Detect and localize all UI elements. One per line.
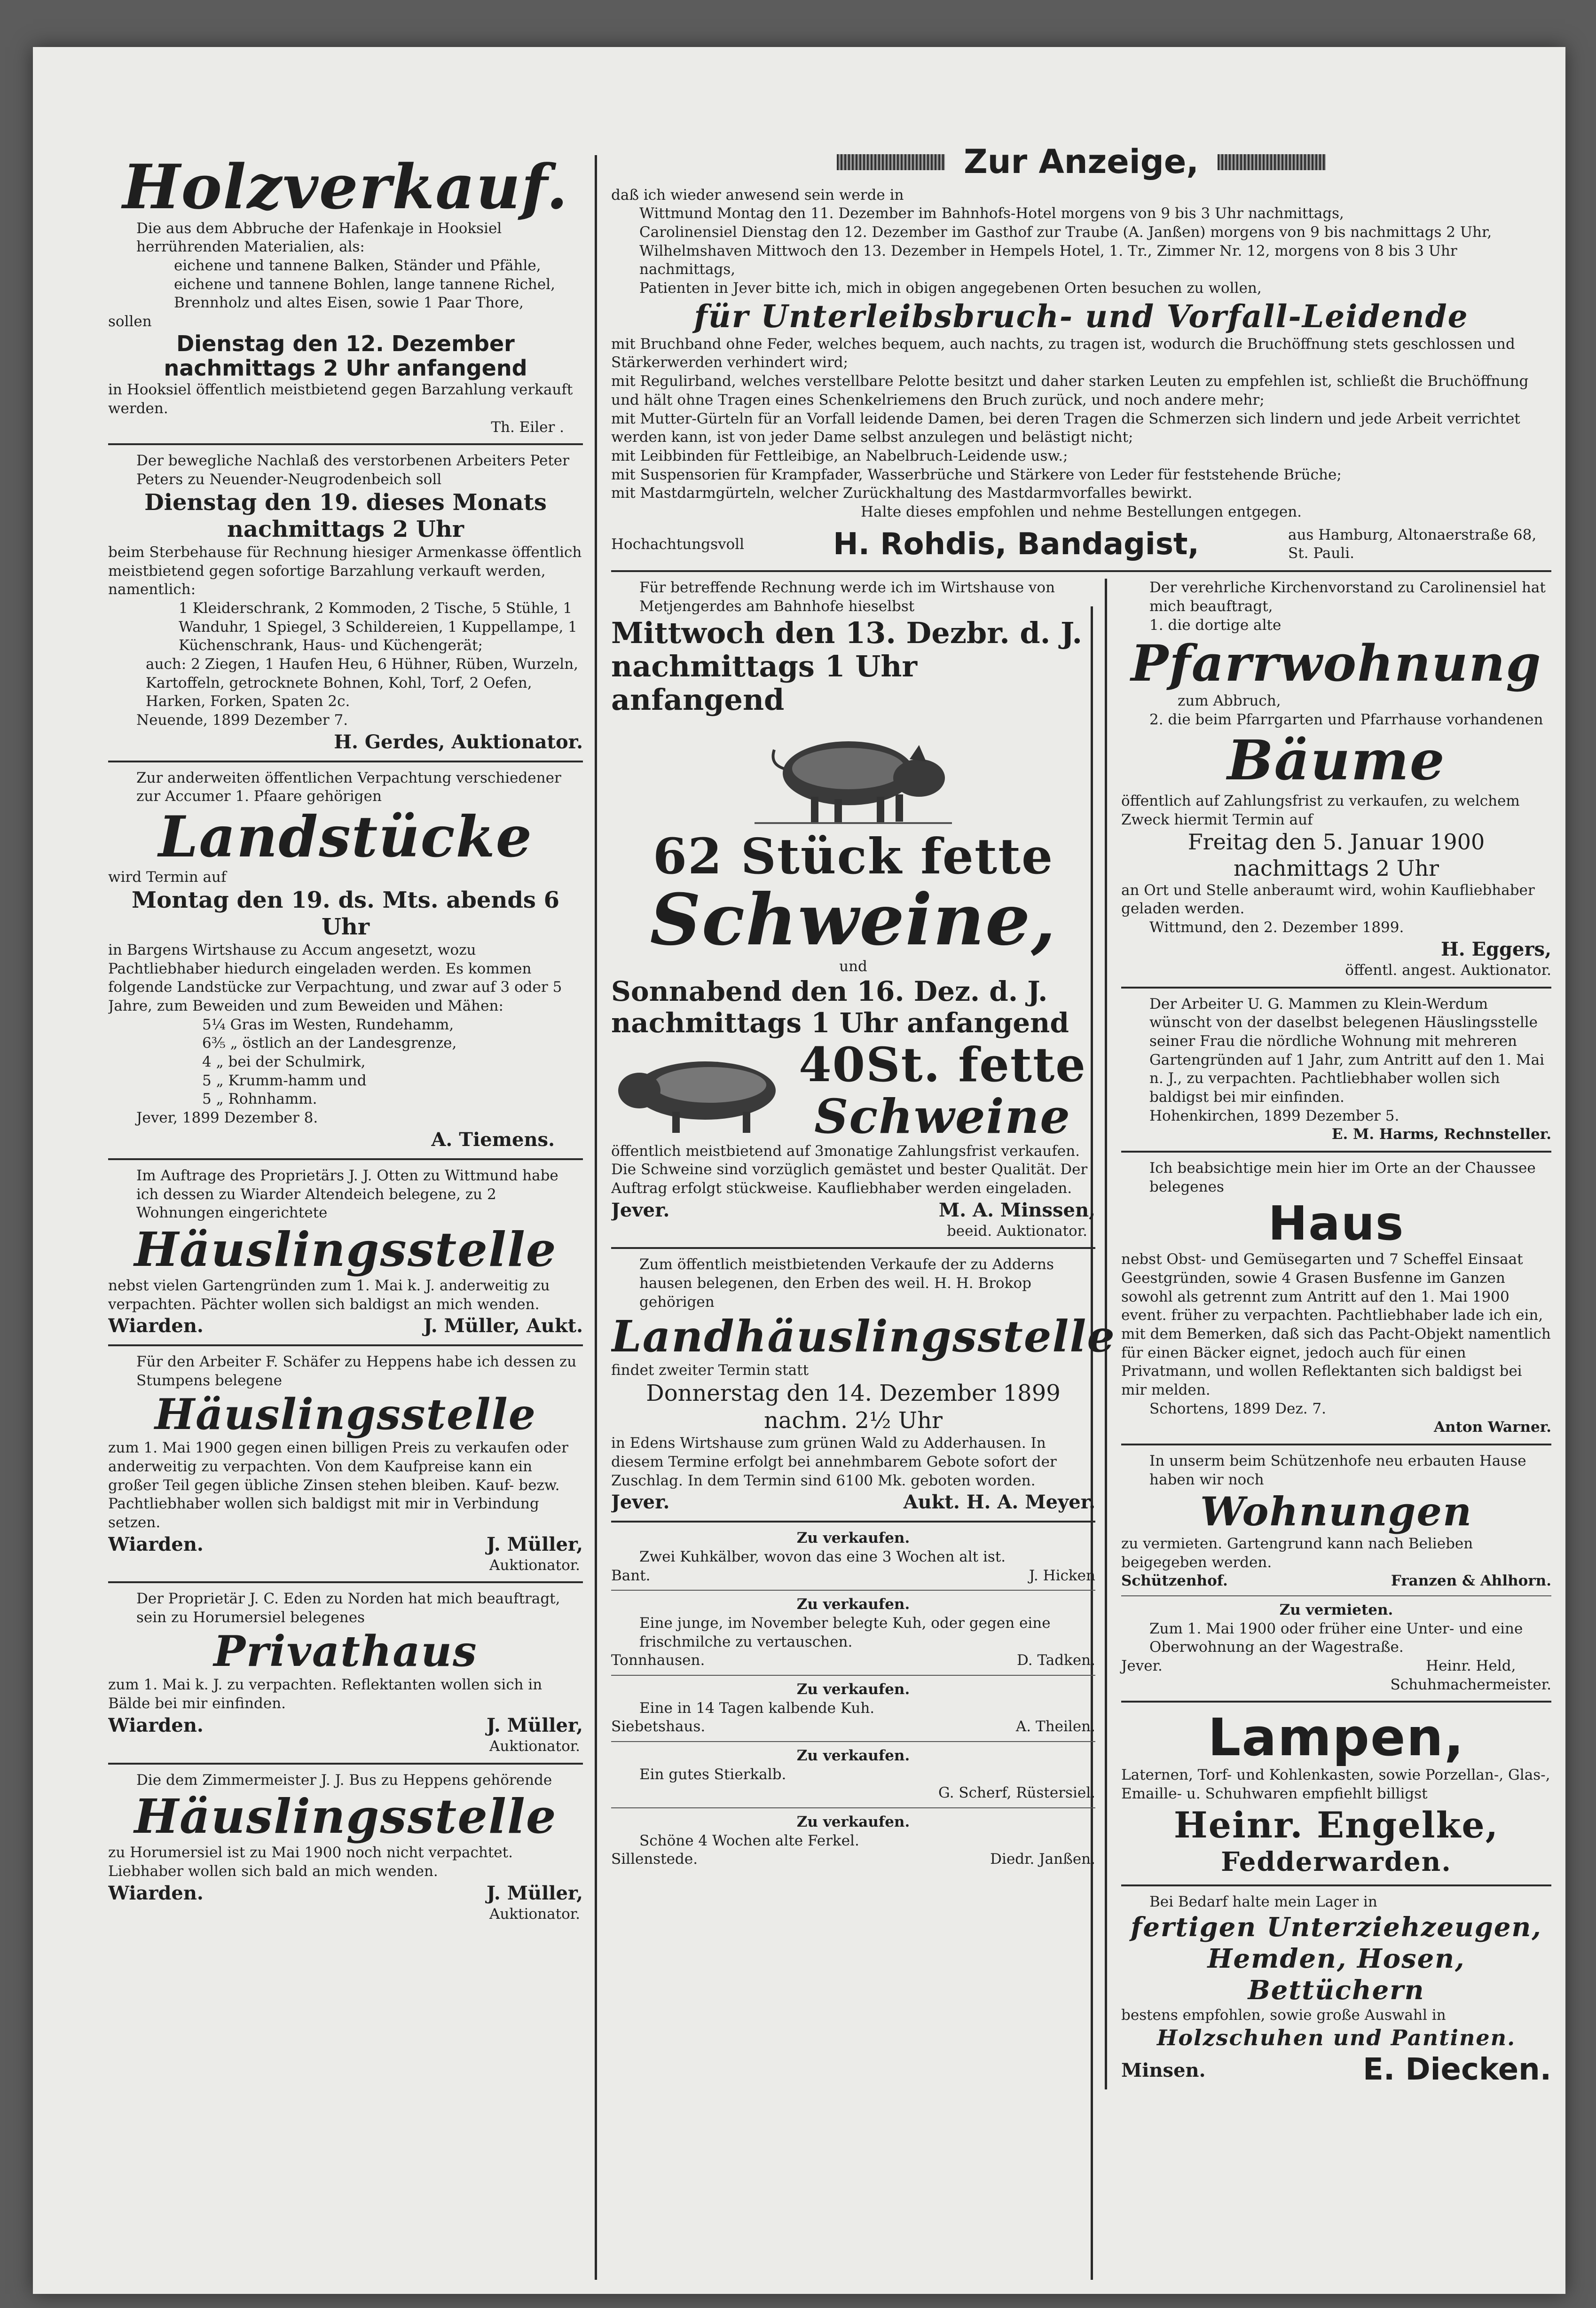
ad-small-2 — [611, 1595, 1095, 1670]
ad-landhaeuslingsstelle — [611, 1256, 1116, 1514]
ad-signature: H. Gerdes, Auktionator. — [334, 730, 583, 753]
ad-signature: Heinr. Held, — [1426, 1657, 1516, 1675]
ad-signature: E. Diecken. — [1363, 2052, 1551, 2088]
ad-text: wird Termin auf — [108, 869, 227, 886]
ad-text: daß ich wieder anwesend sein werde in — [611, 186, 904, 204]
ad-dateline: Hohenkirchen, 1899 Dezember 5. — [1149, 1107, 1399, 1124]
ad-text: in Bargens Wirtshause zu Accum angesetzt, wozu Pachtliebhaber hiedurch eingeladen werden. Es kommen folgende Landstücke zur Verpachtung, und zwar auf 3 oder 5 Jahre, zum Beweiden und zum Beweiden und Mähen: — [108, 941, 562, 1014]
ad-head: Zu verkaufen. — [796, 1813, 910, 1831]
ad-small-4 — [611, 1747, 1095, 1803]
ad-small-1 — [611, 1529, 1095, 1585]
ad-head: Zu vermieten. — [1279, 1601, 1393, 1619]
ad-signature: M. A. Minssen, — [938, 1199, 1095, 1221]
ad-title: Landstücke — [158, 804, 533, 871]
divider — [1121, 987, 1551, 989]
ad-title: 40St. fette — [799, 1036, 1086, 1092]
ad-text: nebst vielen Gartengründen zum 1. Mai k. J. anderweitig zu verpachten. Pächter wollen sich baldigst an mich wenden. — [108, 1277, 550, 1313]
ad-title: Häuslingsstelle — [134, 1789, 557, 1845]
ad-text: beim Sterbehause für Rechnung hiesiger Armenkasse öffentlich meistbietend gegen sofortige Barzahlung verkauft werden, namentlich: — [108, 543, 582, 598]
ad-signature: J. Müller, — [487, 1533, 583, 1555]
sub-columns — [611, 579, 1551, 2089]
ad-date: Sonnabend den 16. Dez. d. J. nachmittags 1 Uhr anfangend — [611, 975, 1069, 1039]
ad-head: Zu verkaufen. — [796, 1596, 910, 1613]
ad-dateline: Jever, 1899 Dezember 8. — [136, 1109, 318, 1127]
ad-date: Freitag den 5. Januar 1900 nachmittags 2 Uhr — [1187, 829, 1485, 881]
right-area — [611, 141, 1551, 2275]
ad-signature: D. Tadken. — [1016, 1652, 1095, 1669]
ad-text: Der bewegliche Nachlaß des verstorbenen Arbeiters Peter Peters zu Neuender-Neugrodenbeich soll — [136, 452, 569, 488]
ad-role: Auktionator. — [489, 1905, 581, 1923]
ad-haus — [1121, 1159, 1551, 1437]
ad-place: Wiarden. — [108, 1714, 204, 1736]
divider — [611, 1741, 1095, 1742]
ad-line: mit Mutter-Gürteln für an Vorfall leidende Damen, bei deren Tragen die Schmerzen sich lindern und jede Arbeit verrichtet werden kann, ist von jeder Dame selbst anzulegen und belästigt nicht; — [611, 410, 1520, 446]
ad-signature: J. Hicken — [1029, 1567, 1095, 1584]
ad-place: Fedderwarden. — [1221, 1846, 1452, 1877]
ad-place: Sillenstede. — [611, 1851, 698, 1868]
ad-title: Zur Anzeige, — [964, 142, 1199, 181]
middle-column — [611, 579, 1116, 2089]
ad-text: zum Abbruch, — [1178, 692, 1281, 710]
ad-place: Siebetshaus. — [611, 1718, 706, 1735]
ad-signature: E. M. Harms, Rechnsteller. — [1331, 1126, 1551, 1143]
ad-small-5 — [611, 1813, 1095, 1869]
ad-dateline: Neuende, 1899 Dezember 7. — [136, 711, 348, 729]
ad-title: fertigen Unterziehzeugen, Hemden, Hosen, Bettüchern — [1131, 1911, 1542, 2006]
land-list — [108, 1016, 583, 1109]
ad-pig-row — [611, 1036, 1095, 1144]
pig-illustration — [755, 722, 952, 825]
ad-text: Der Arbeiter U. G. Mammen zu Klein-Werdum wünscht von der daselbst belegenen Häuslingsstelle seiner Frau die nördliche Wohnung mit mehreren Gartengründen auf 1 Jahr, zum Antritt auf den 1. Mai n. J., zu verpachten. Pachtliebhaber wollen sich baldigst bei mir einfinden. — [1149, 995, 1544, 1106]
ad-text: 1 Kleiderschrank, 2 Kommoden, 2 Tische, 5 Stühle, 1 Wanduhr, 1 Spiegel, 3 Schildereien, 1 Kuppellampe, 1 Küchenschrank, Haus- und Küchengerät; — [179, 599, 577, 654]
ad-text: Halte dieses empfohlen und nehme Bestellungen entgegen. — [860, 503, 1302, 520]
ad-date: Donnerstag den 14. Dezember 1899 nachm. 2½ Uhr — [646, 1380, 1061, 1434]
ad-head: Zu verkaufen. — [796, 1747, 910, 1765]
ad-signature: Heinr. Engelke, — [1173, 1804, 1499, 1846]
divider — [611, 570, 1551, 572]
ad-place: Wiarden. — [108, 1882, 204, 1904]
ad-landstuecke — [108, 769, 583, 1152]
ad-privathaus — [108, 1590, 583, 1756]
newspaper-page — [33, 47, 1565, 2294]
ad-date: Dienstag den 12. Dezember nachmittags 2 Uhr anfangend — [164, 330, 527, 381]
ad-harms — [1121, 995, 1551, 1144]
ad-place: Bant. — [611, 1567, 651, 1584]
ad-signature: A. Theilen. — [1015, 1718, 1095, 1735]
ad-line: Wittmund Montag den 11. Dezember im Bahnhofs-Hotel morgens von 9 bis 3 Uhr nachmittags, — [639, 205, 1344, 222]
ad-text: findet zweiter Termin statt — [611, 1362, 809, 1379]
divider — [108, 1344, 583, 1346]
ad-title: Schweine — [814, 1088, 1071, 1144]
ad-role: beeid. Auktionator. — [946, 1222, 1087, 1240]
ad-footer — [611, 526, 1551, 564]
ad-line: mit Bruchband ohne Feder, welches bequem, auch nachts, zu tragen ist, wodurch die Bruchöffnung stets geschlossen und Stärkerwerden verhindert wird; — [611, 335, 1515, 371]
ad-role: Schuhmachermeister. — [1390, 1676, 1551, 1693]
ad-pfarrwohnung — [1121, 579, 1551, 980]
ad-text: zu Horumersiel ist zu Mai 1900 noch nicht verpachtet. Liebhaber wollen sich bald an mich wenden. — [108, 1844, 513, 1880]
divider — [1121, 1884, 1551, 1886]
list-item: 5 „ Rohnhamm. — [202, 1091, 317, 1108]
ad-signature: H. Eggers, — [1440, 938, 1551, 960]
ad-date: Montag den 19. ds. Mts. abends 6 Uhr — [131, 887, 560, 941]
ad-signature: Aukt. H. A. Meyer. — [903, 1491, 1095, 1514]
list-item: 5 „ Krumm-hamm und — [202, 1072, 367, 1089]
ad-title: Lampen, — [1208, 1707, 1465, 1768]
ad-text: Ein gutes Stierkalb. — [639, 1766, 786, 1783]
divider — [1121, 1701, 1551, 1703]
list-item: 4 „ bei der Schulmirk, — [202, 1053, 366, 1070]
divider — [1121, 1151, 1551, 1153]
ad-text: auch: 2 Ziegen, 1 Haufen Heu, 6 Hühner, Rüben, Wurzeln, Kartoffeln, getrocknete Bohnen, Kohl, Torf, 2 Oefen, Harken, Forken, Spaten 2c. — [146, 655, 579, 710]
ad-title: Häuslingsstelle — [154, 1389, 536, 1439]
ad-footer — [108, 1881, 583, 1924]
ad-title: Wohnungen — [1200, 1488, 1473, 1535]
pig-illustration — [611, 1044, 790, 1138]
ad-text: zum 1. Mai k. J. zu verpachten. Reflektanten wollen sich in Bälde bei mir einfinden. — [108, 1676, 542, 1712]
ad-address: aus Hamburg, Altonaerstraße 68, St. Pauli. — [1288, 526, 1537, 562]
ad-place: Jever. — [1121, 1657, 1163, 1675]
ad-zur-anzeige — [611, 141, 1551, 564]
ad-title: Bäume — [1227, 728, 1446, 793]
ad-signature: G. Scherf, Rüstersiel. — [938, 1784, 1095, 1802]
ad-text: In unserm beim Schützenhofe neu erbauten Hause haben wir noch — [1149, 1452, 1526, 1488]
ad-place: Jever. — [611, 1491, 670, 1514]
ad-place: Wiarden. — [108, 1533, 204, 1555]
ad-text: 2. die beim Pfarrgarten und Pfarrhause vorhandenen — [1149, 711, 1543, 729]
ad-line: mit Suspensorien für Krampfader, Wasserbrüche und Stärkere von Leder für feststehende Brüche; — [611, 466, 1342, 483]
ad-footer — [108, 1532, 583, 1575]
ad-text: Hochachtungsvoll — [611, 535, 744, 553]
ad-haeuslingsstelle-3 — [108, 1771, 583, 1924]
ad-holzverkauf — [108, 155, 583, 437]
divider — [611, 1521, 1095, 1523]
list-item: 5¼ Gras im Westen, Rundehamm, — [202, 1016, 454, 1033]
ad-signature: J. Müller, — [487, 1882, 583, 1904]
ad-text: Für den Arbeiter F. Schäfer zu Heppens habe ich dessen zu Stumpens belegene — [136, 1353, 577, 1390]
ad-title: Holzschuhen und Pantinen. — [1156, 2025, 1516, 2051]
ad-small-3 — [611, 1680, 1095, 1736]
ad-signature: H. Rohdis, Bandagist, — [833, 526, 1199, 562]
ad-place: Schützenhof. — [1121, 1572, 1228, 1590]
ad-text: Ich beabsichtige mein hier im Orte an der Chaussee belegenes — [1149, 1160, 1536, 1195]
ad-text: öffentlich meistbietend auf 3monatige Zahlungsfrist verkaufen. Die Schweine sind vorzüglich gemästet und bester Qualität. Der Auftrag erfolgt stückweise. Kaufliebhaber werden eingeladen. — [611, 1142, 1088, 1197]
ad-text: und — [839, 958, 867, 975]
ad-title: Häuslingsstelle — [134, 1221, 557, 1277]
ad-role: öffentl. angest. Auktionator. — [1345, 962, 1551, 979]
ad-text: in Hooksiel öffentlich meistbietend gegen Barzahlung verkauft werden. — [108, 381, 573, 417]
list-item: 6⅗ „ östlich an der Landesgrenze, — [202, 1035, 457, 1052]
ad-lampen — [1121, 1709, 1551, 1878]
ad-title: Haus — [1268, 1196, 1405, 1251]
ad-title: 62 Stück fette — [653, 827, 1054, 885]
ad-date: Mittwoch den 13. Dezbr. d. J. nachmittags 1 Uhr anfangend — [611, 615, 1083, 717]
ad-text: nebst Obst- und Gemüsegarten und 7 Scheffel Einsaat Geestgründen, sowie 4 Grasen Busfenne im Ganzen sowohl als getrennt zum Antritt auf den 1. Mai 1900 event. früher zu verpachten. Pachtliebhaber lade ich ein, mit dem Bemerken, daß sich das Pacht-Objekt namentlich für einen Bäcker eignet, jedoch auch für einen Privatmann, und wollen Reflektanten sich baldigst bei mir melden. — [1121, 1251, 1551, 1399]
right-column — [1107, 579, 1551, 2089]
ad-text: Der Proprietär J. C. Eden zu Norden hat mich beauftragt, sein zu Horumersiel belegenes — [136, 1590, 560, 1626]
ad-title: Holzverkauf. — [122, 155, 569, 223]
ad-text: Der verehrliche Kirchenvorstand zu Carolinensiel hat mich beauftragt, — [1149, 579, 1546, 615]
ad-text: Im Auftrage des Proprietärs J. J. Otten zu Wittmund habe ich dessen zu Wiarder Altendeich belegene, zu 2 Wohnungen eingerichtete — [136, 1167, 558, 1222]
ad-title: Privathaus — [213, 1626, 478, 1676]
ad-head: Zu verkaufen. — [796, 1530, 910, 1547]
ad-line: Patienten in Jever bitte ich, mich in obigen angegebenen Orten besuchen zu wollen, — [639, 279, 1262, 297]
ad-signature: Franzen & Ahlhorn. — [1391, 1572, 1551, 1590]
decorative-bar — [1218, 154, 1326, 170]
ad-line: Wilhelmshaven Mittwoch den 13. Dezember in Hempels Hotel, 1. Tr., Zimmer Nr. 12, morgens von 8 bis 3 Uhr nachmittags, — [639, 242, 1457, 278]
ad-nachlass — [108, 452, 583, 754]
ad-text: Zur anderweiten öffentlichen Verpachtung verschiedener zur Accumer 1. Pfaare gehörigen — [136, 769, 561, 805]
ad-text: in Edens Wirtshause zum grünen Wald zu Adderhausen. In diesem Termine erfolgt bei annehmbarem Gebote sofort der Zuschlag. In dem Termin sind 6100 Mk. geboten worden. — [611, 1435, 1057, 1489]
divider — [611, 1675, 1095, 1676]
ad-line: mit Mastdarmgürteln, welcher Zurückhaltung des Mastdarmvorfalles bewirkt. — [611, 485, 1193, 502]
ad-head: Zu verkaufen. — [796, 1681, 910, 1698]
ad-text: Eine in 14 Tagen kalbende Kuh. — [639, 1699, 875, 1717]
ad-line: mit Regulirband, welches verstellbare Pelotte besitzt und daher starken Leuten zu empfehlen ist, schließt die Bruchöffnung und hält ohne Tragen eines Schenkelriemens den Bruch zurück, und noch andere mehr; — [611, 373, 1529, 408]
ad-text: zum 1. Mai 1900 gegen einen billigen Preis zu verkaufen oder anderweitig zu verpachten. Von dem Kaufpreise kann ein großer Teil gegen übliche Zinsen stehen bleiben. Kauf- bezw. Pachtliebhaber wollen sich baldigst mit mir in Verbindung setzen. — [108, 1439, 568, 1531]
ad-title: Schweine, — [650, 879, 1057, 962]
divider — [611, 1590, 1095, 1591]
ad-vermieten — [1121, 1601, 1551, 1694]
ad-text: an Ort und Stelle anberaumt wird, wohin Kaufliebhaber geladen werden. — [1121, 881, 1535, 918]
ad-haeuslingsstelle-2 — [108, 1353, 583, 1575]
ad-text: Zum 1. Mai 1900 oder früher eine Unter- und eine Oberwohnung an der Wagestraße. — [1149, 1620, 1523, 1656]
divider — [108, 443, 583, 445]
ad-place: Wiarden. — [108, 1315, 204, 1337]
ad-role: Auktionator. — [489, 1737, 581, 1755]
ad-signature: Diedr. Janßen. — [990, 1851, 1095, 1868]
ad-schweine — [611, 579, 1095, 1240]
column-rule — [595, 155, 597, 2280]
divider — [108, 1763, 583, 1765]
ad-text: Die dem Zimmermeister J. J. Bus zu Heppens gehörende — [136, 1771, 552, 1789]
ad-text: Für betreffende Rechnung werde ich im Wirtshause von Metjengerdes am Bahnhofe hieselbst — [639, 579, 1055, 615]
ad-headline: für Unterleibsbruch- und Vorfall-Leidende — [694, 298, 1469, 335]
divider — [1121, 1595, 1551, 1596]
divider — [611, 1807, 1095, 1808]
ad-footer — [611, 1198, 1095, 1241]
decorative-bar — [837, 154, 945, 170]
ad-line: Carolinensiel Dienstag den 12. Dezember im Gasthof zur Traube (A. Janßen) morgens von 9 bis nachmittags 2 Uhr, — [639, 223, 1492, 241]
ad-title: Pfarrwohnung — [1131, 634, 1542, 693]
ad-signature: Th. Eiler . — [491, 418, 564, 436]
ad-text: Die aus dem Abbruche der Hafenkaje in Hooksiel herrührenden Materialien, als: — [136, 220, 502, 256]
ad-text: Bei Bedarf halte mein Lager in — [1149, 1893, 1377, 1911]
ad-place: Jever. — [611, 1199, 670, 1221]
ad-dateline: Wittmund, den 2. Dezember 1899. — [1149, 919, 1404, 936]
ad-text: 1. die dortige alte — [1149, 616, 1282, 634]
ad-haeuslingsstelle-1 — [108, 1167, 583, 1338]
divider — [108, 1158, 583, 1160]
ad-signature: A. Tiemens. — [431, 1128, 555, 1151]
ad-text: Schöne 4 Wochen alte Ferkel. — [639, 1832, 859, 1849]
ad-text: Eine junge, im November belegte Kuh, oder gegen eine frischmilche zu vertauschen. — [639, 1615, 1051, 1650]
ad-place: Minsen. — [1121, 2059, 1206, 2081]
ad-text: Zwei Kuhkälber, wovon das eine 3 Wochen alt ist. — [639, 1548, 1006, 1566]
ad-text: Zum öffentlich meistbietenden Verkaufe der zu Adderns hausen belegenen, den Erben des weil. H. H. Brokop gehörigen — [639, 1256, 1054, 1311]
ad-footer — [108, 1314, 583, 1338]
divider — [611, 1247, 1095, 1249]
ad-text: zu vermieten. Gartengrund kann nach Belieben beigegeben werden. — [1121, 1535, 1473, 1571]
ad-signature: Anton Warner. — [1434, 1419, 1551, 1436]
ad-text: bestens empfohlen, sowie große Auswahl in — [1121, 2007, 1446, 2024]
ad-text: sollen — [108, 313, 152, 330]
ad-footer — [108, 1713, 583, 1756]
ad-place: Tonnhausen. — [611, 1652, 705, 1669]
ad-signature: J. Müller, — [487, 1714, 583, 1736]
divider — [1121, 1444, 1551, 1445]
divider — [108, 761, 583, 762]
ad-date: Dienstag den 19. dieses Monats nachmittags 2 Uhr — [144, 489, 547, 543]
ad-text: eichene und tannene Balken, Ständer und Pfähle, eichene und tannene Bohlen, lange tannene Richel, Brennholz und altes Eisen, sowie 1 Paar Thore, — [174, 257, 555, 312]
ad-title: Landhäuslingsstelle — [611, 1311, 1116, 1362]
divider — [108, 1581, 583, 1583]
ad-footer — [611, 1490, 1095, 1514]
ad-header — [611, 141, 1551, 183]
left-column — [108, 155, 583, 2275]
ad-wohnungen — [1121, 1452, 1551, 1591]
ad-diecken — [1121, 1893, 1551, 2089]
ad-text: Laternen, Torf- und Kohlenkasten, sowie Porzellan-, Glas-, Emaille- u. Schuhwaren empfiehlt billigst — [1121, 1766, 1550, 1803]
ad-line: mit Leibbinden für Fettleibige, an Nabelbruch-Leidende usw.; — [611, 447, 1068, 464]
ad-signature: J. Müller, Aukt. — [423, 1315, 583, 1337]
ad-role: Auktionator. — [489, 1556, 581, 1574]
ad-text: öffentlich auf Zahlungsfrist zu verkaufen, zu welchem Zweck hiermit Termin auf — [1121, 793, 1520, 828]
ad-dateline: Schortens, 1899 Dez. 7. — [1149, 1400, 1326, 1417]
